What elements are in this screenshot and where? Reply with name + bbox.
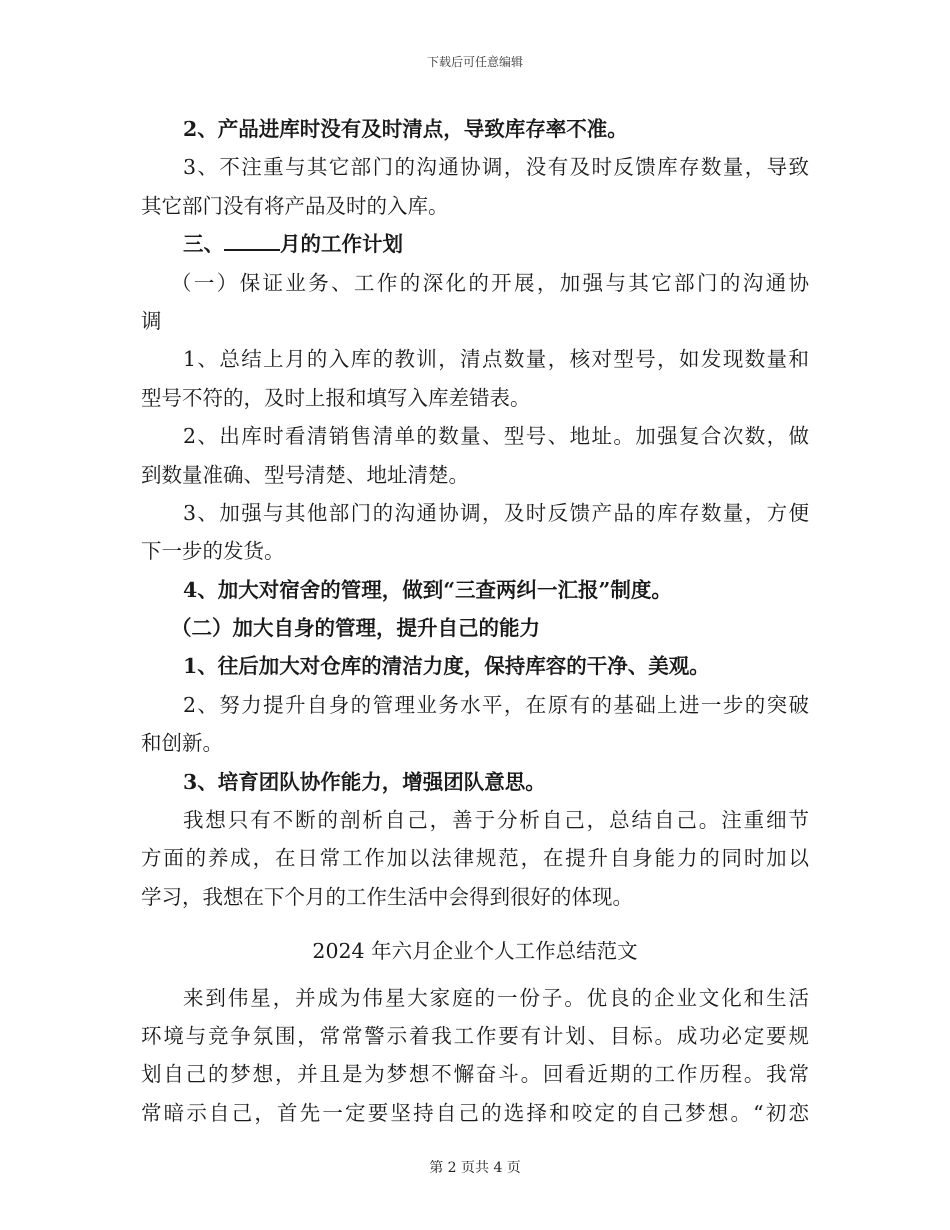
page-header: 下载后可任意编辑: [426, 55, 523, 69]
paragraph-product-count-issue: 2、产品进库时没有及时清点，导致库存率不准。: [183, 117, 628, 141]
item-outbound-check-line1: 2、出库时看清销售清单的数量、型号、地址。加强复合次数，做: [183, 424, 809, 449]
paragraph-communication-issue-line2: 其它部门没有将产品及时的入库。: [141, 193, 449, 218]
item-dormitory-management: 4、加大对宿舍的管理，做到“三查两纠一汇报”制度。: [183, 577, 672, 602]
item-teamwork: 3、培育团队协作能力，增强团队意思。: [183, 769, 546, 794]
document-body: [141, 110, 809, 1132]
item-coordination-line1: 3、加强与其他部门的沟通协调，及时反馈产品的库存数量，方便: [183, 500, 809, 525]
article-paragraph-line2: 环境与竞争氛围，常常警示着我工作要有计划、目标。成功必定要规: [141, 1023, 809, 1048]
article-paragraph-line1: 来到伟星，并成为伟星大家庭的一份子。优良的企业文化和生活: [183, 985, 809, 1010]
item-self-improvement-line2: 和创新。: [141, 731, 223, 756]
subsection-one-line2: 调: [141, 308, 162, 333]
conclusion-line1: 我想只有不断的剖析自己，善于分析自己，总结自己。注重细节: [183, 808, 809, 833]
subsection-one-line1: （一）保证业务、工作的深化的开展，加强与其它部门的沟通协: [171, 270, 809, 295]
item-warehouse-cleaning: 1、往后加大对仓库的清洁力度，保持库容的干净、美观。: [183, 654, 710, 679]
conclusion-line3: 学习，我想在下个月的工作生活中会得到很好的体现。: [141, 884, 633, 909]
conclusion-line2: 方面的养成，在日常工作加以法律规范，在提升自身能力的同时加以: [141, 846, 809, 871]
section-heading-monthly-plan: [141, 225, 809, 263]
item-self-improvement-line1: 2、努力提升自身的管理业务水平，在原有的基础上进一步的突破: [183, 692, 809, 717]
item-coordination-line2: 下一步的发货。: [141, 539, 285, 564]
article-title: 2024 年六月企业个人工作总结范文: [312, 939, 638, 964]
section-heading-prefix: 三、: [183, 232, 224, 257]
section-heading-suffix: 月的工作计划: [280, 232, 403, 257]
fill-in-blank: [224, 227, 280, 251]
page-footer: 第 2 页共 4 页: [429, 1160, 521, 1176]
paragraph-communication-issue-line1: 3、不注重与其它部门的沟通协调，没有及时反馈库存数量，导致: [183, 155, 809, 180]
subsection-two-heading: （二）加大自身的管理，提升自己的能力: [171, 616, 540, 641]
item-inbound-review-line2: 型号不符的，及时上报和填写入库差错表。: [141, 385, 531, 410]
article-paragraph-line4: 常暗示自己，首先一定要坚持自己的选择和咬定的自己梦想。“初恋: [141, 1100, 809, 1125]
item-inbound-review-line1: 1、总结上月的入库的教训，清点数量，核对型号，如发现数量和: [183, 347, 809, 372]
item-outbound-check-line2: 到数量准确、型号清楚、地址清楚。: [141, 462, 469, 487]
article-paragraph-line3: 划自己的梦想，并且是为梦想不懈奋斗。回看近期的工作历程。我常: [141, 1062, 809, 1087]
